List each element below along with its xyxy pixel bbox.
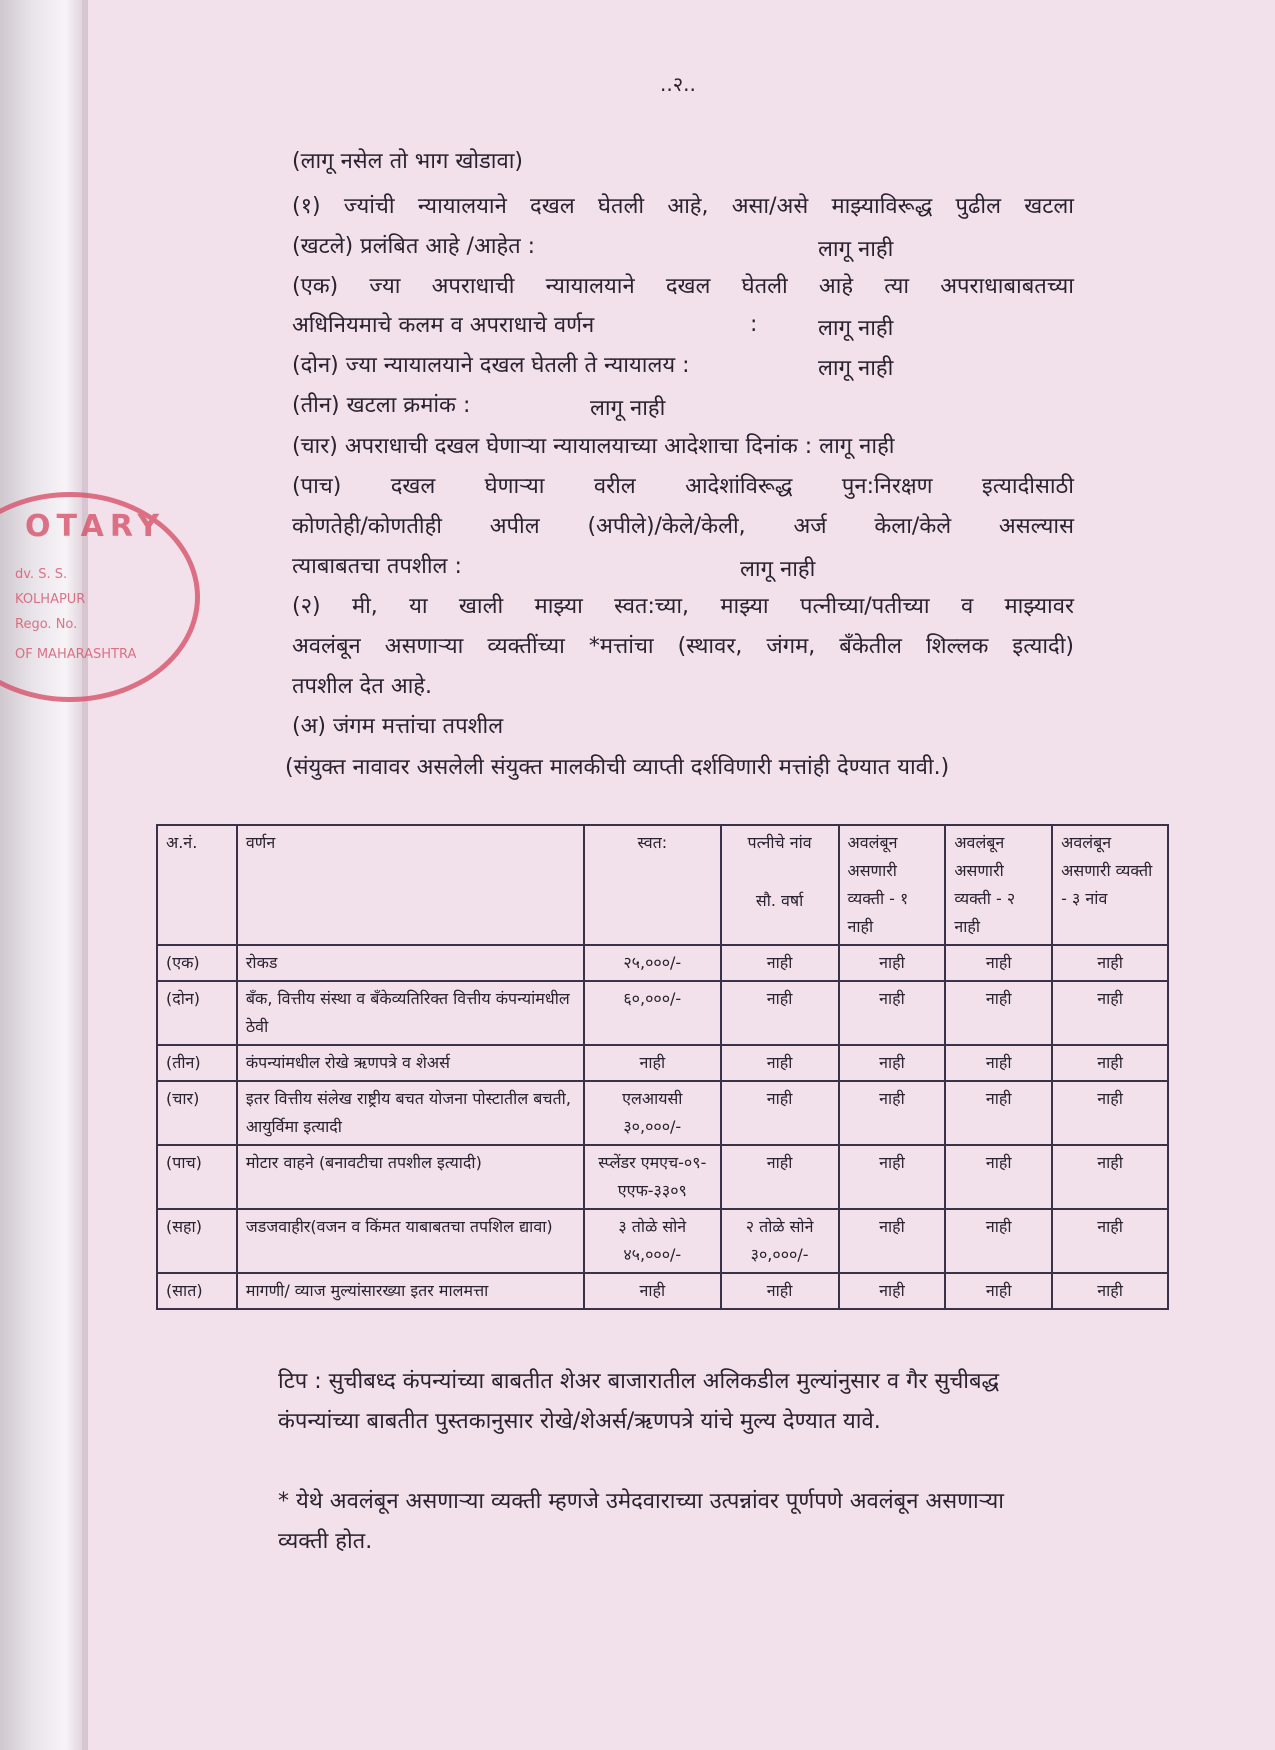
cell-self: ३ तोळे सोने ४५,०००/- xyxy=(584,1209,721,1273)
spouse-name: सौ. वर्षा xyxy=(755,891,804,910)
item-pach-line: त्याबाबतचा तपशील : xyxy=(292,554,462,579)
header-spouse xyxy=(721,825,839,945)
colon: : xyxy=(750,312,758,337)
cell-dependent-3: नाही xyxy=(1052,1081,1168,1145)
cell-description: जडजवाहीर(वजन व किंमत याबाबतचा तपशिल द्यावा) xyxy=(237,1209,584,1273)
not-applicable: लागू नाही xyxy=(818,237,894,262)
cell-self: स्प्लेंडर एमएच-०९- एएफ-३३०९ xyxy=(584,1145,721,1209)
item-don: (दोन) ज्या न्यायालयाने दखल घेतली ते न्यायालय : xyxy=(292,353,690,378)
cell-spouse: २ तोळे सोने ३०,०००/- xyxy=(721,1209,839,1273)
intro-note: (लागू नसेल तो भाग खोडावा) xyxy=(292,149,524,174)
cell-description: रोकड xyxy=(237,945,584,981)
stamp-line: dv. S. S. xyxy=(15,567,68,582)
cell-dependent-2: नाही xyxy=(945,945,1052,981)
movable-assets-table xyxy=(156,824,1169,1310)
section-2-line: (२) मी, या खाली माझ्या स्वत:च्या, माझ्या पत्नीच्या/पतीच्या व माझ्यावर xyxy=(292,594,1074,619)
cell-dependent-1: नाही xyxy=(839,1209,946,1273)
cell-description: इतर वित्तीय संलेख राष्ट्रीय बचत योजना पोस्टातील बचती, आयुर्विमा इत्यादी xyxy=(237,1081,584,1145)
cell-description: बँक, वित्तीय संस्था व बँकेव्यतिरिक्त वित्तीय कंपन्यांमधील ठेवी xyxy=(237,981,584,1045)
header-description: वर्णन xyxy=(237,825,584,945)
stamp-line: KOLHAPUR xyxy=(15,592,86,607)
table-row xyxy=(157,1145,1168,1209)
cell-dependent-2: नाही xyxy=(945,1273,1052,1309)
cell-spouse: नाही xyxy=(721,1081,839,1145)
cell-dependent-1: नाही xyxy=(839,1081,946,1145)
header-spouse-label: पत्नीचे नांव xyxy=(747,833,812,852)
section-2-line: अवलंबून असणाऱ्या व्यक्तींच्या *मत्तांचा (स्थावर, जंगम, बँकेतील शिल्लक इत्यादी) xyxy=(292,634,1074,659)
joint-ownership-note: (संयुक्त नावावर असलेली संयुक्त मालकीची व्याप्ती दर्शविणारी मत्तांही देण्यात यावी.) xyxy=(285,755,950,780)
table-row xyxy=(157,945,1168,981)
cell-serial: (चार) xyxy=(157,1081,237,1145)
cell-dependent-1: नाही xyxy=(839,945,946,981)
page-number: ..२.. xyxy=(660,72,696,96)
item-char: (चार) अपराधाची दखल घेणाऱ्या न्यायालयाच्या आदेशाचा दिनांक : लागू नाही xyxy=(292,434,895,459)
cell-spouse: नाही xyxy=(721,981,839,1045)
not-applicable: लागू नाही xyxy=(740,557,816,582)
cell-serial: (दोन) xyxy=(157,981,237,1045)
header-self: स्वत: xyxy=(584,825,721,945)
cell-dependent-2: नाही xyxy=(945,1081,1052,1145)
notary-stamp xyxy=(0,492,200,702)
stamp-title: OTARY xyxy=(25,509,166,544)
cell-dependent-3: नाही xyxy=(1052,1209,1168,1273)
cell-description: कंपन्यांमधील रोखे ऋणपत्रे व शेअर्स xyxy=(237,1045,584,1081)
item-pach-line: कोणतेही/कोणतीही अपील (अपीले)/केले/केली, अर्ज केला/केले असल्यास xyxy=(292,514,1074,539)
movable-assets-heading: (अ) जंगम मत्तांचा तपशील xyxy=(292,714,504,739)
table-row xyxy=(157,1081,1168,1145)
cell-spouse: नाही xyxy=(721,1045,839,1081)
cell-serial: (तीन) xyxy=(157,1045,237,1081)
cell-dependent-1: नाही xyxy=(839,1045,946,1081)
cell-dependent-3: नाही xyxy=(1052,1145,1168,1209)
table-row xyxy=(157,1209,1168,1273)
cell-spouse: नाही xyxy=(721,1145,839,1209)
cell-dependent-1: नाही xyxy=(839,981,946,1045)
cell-dependent-2: नाही xyxy=(945,1045,1052,1081)
cell-dependent-2: नाही xyxy=(945,1209,1052,1273)
section-1-line: (१) ज्यांची न्यायालयाने दखल घेतली आहे, असा/असे माझ्याविरूद्ध पुढील खटला xyxy=(292,194,1074,219)
section-2-line: तपशील देत आहे. xyxy=(292,674,432,699)
cell-dependent-3: नाही xyxy=(1052,981,1168,1045)
item-ek-line: (एक) ज्या अपराधाची न्यायालयाने दखल घेतली आहे त्या अपराधाबाबतच्या xyxy=(292,274,1074,299)
cell-self: नाही xyxy=(584,1045,721,1081)
cell-dependent-1: नाही xyxy=(839,1145,946,1209)
cell-spouse: नाही xyxy=(721,945,839,981)
header-dependent-3: अवलंबून असणारी व्यक्ती - ३ नांव xyxy=(1052,825,1168,945)
cell-dependent-3: नाही xyxy=(1052,945,1168,981)
tip-note: टिप : सुचीबध्द कंपन्यांच्या बाबतीत शेअर बाजारातील अलिकडील मुल्यांनुसार व गैर सुचीबद्ध कंपन्यांच्या बाबतीत पुस्तकानुसार रोखे/शेअर्स/ऋणपत्रे यांचे मुल्य देण्यात यावे. xyxy=(278,1369,1000,1434)
cell-self: नाही xyxy=(584,1273,721,1309)
cell-description: मोटार वाहने (बनावटीचा तपशील इत्यादी) xyxy=(237,1145,584,1209)
cell-serial: (सहा) xyxy=(157,1209,237,1273)
table-row xyxy=(157,1273,1168,1309)
page-binding-edge xyxy=(82,0,88,1750)
cell-self: एलआयसी ३०,०००/- xyxy=(584,1081,721,1145)
cell-serial: (सात) xyxy=(157,1273,237,1309)
cell-serial: (पाच) xyxy=(157,1145,237,1209)
table-row xyxy=(157,981,1168,1045)
item-pach-line: (पाच) दखल घेणाऱ्या वरील आदेशांविरूद्ध पुन:निरक्षण इत्यादीसाठी xyxy=(292,474,1074,499)
cell-serial: (एक) xyxy=(157,945,237,981)
section-1-line: (खटले) प्रलंबित आहे /आहेत : xyxy=(292,234,536,259)
cell-spouse: नाही xyxy=(721,1273,839,1309)
cell-dependent-2: नाही xyxy=(945,1145,1052,1209)
cell-description: मागणी/ व्याज मुल्यांसारख्या इतर मालमत्ता xyxy=(237,1273,584,1309)
cell-dependent-1: नाही xyxy=(839,1273,946,1309)
item-ek-line: अधिनियमाचे कलम व अपराधाचे वर्णन xyxy=(292,313,595,338)
header-serial: अ.नं. xyxy=(157,825,237,945)
stamp-line: Rego. No. xyxy=(15,617,78,632)
cell-self: २५,०००/- xyxy=(584,945,721,981)
not-applicable: लागू नाही xyxy=(590,396,666,421)
cell-dependent-3: नाही xyxy=(1052,1273,1168,1309)
cell-dependent-3: नाही xyxy=(1052,1045,1168,1081)
item-teen: (तीन) खटला क्रमांक : xyxy=(292,393,471,418)
header-dependent-1: अवलंबून असणारी व्यक्ती - १ नाही xyxy=(839,825,946,945)
cell-dependent-2: नाही xyxy=(945,981,1052,1045)
footnote: * येथे अवलंबून असणाऱ्या व्यक्ती म्हणजे उमेदवाराच्या उत्पन्नांवर पूर्णपणे अवलंबून असणाऱ्या व्यक्ती होत. xyxy=(278,1489,1004,1554)
not-applicable: लागू नाही xyxy=(818,316,894,341)
header-dependent-2: अवलंबून असणारी व्यक्ती - २ नाही xyxy=(945,825,1052,945)
table-header-row xyxy=(157,825,1168,945)
cell-self: ६०,०००/- xyxy=(584,981,721,1045)
stamp-line: OF MAHARASHTRA xyxy=(15,647,137,662)
page-binding xyxy=(0,0,82,1750)
not-applicable: लागू नाही xyxy=(818,356,894,381)
table-row xyxy=(157,1045,1168,1081)
